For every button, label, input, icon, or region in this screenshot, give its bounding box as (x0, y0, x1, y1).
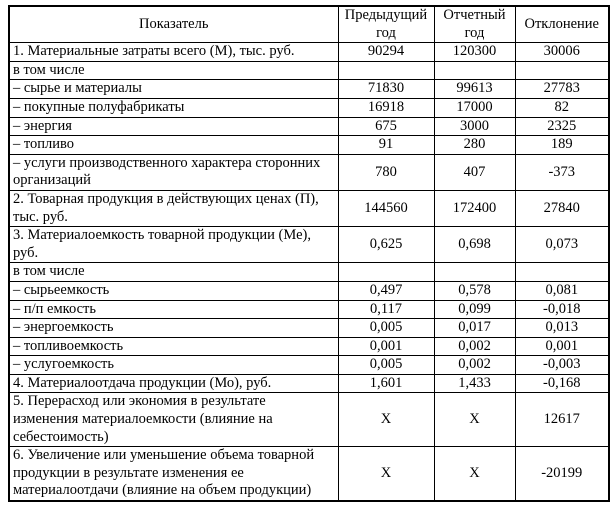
value-cell: 12617 (515, 393, 609, 447)
table-row (9, 447, 609, 501)
table-row (9, 61, 609, 80)
value-cell (338, 61, 434, 80)
value-cell: 0,117 (338, 300, 434, 319)
row-label-cell: 4. Материалоотдача продукции (Мо), руб. (9, 374, 338, 393)
indicators-table (8, 5, 610, 502)
column-header-reporting-year: Отчетный год (434, 6, 515, 43)
table-row (9, 117, 609, 136)
value-cell: 675 (338, 117, 434, 136)
row-label-cell: в том числе (9, 263, 338, 282)
table-row (9, 98, 609, 117)
table-row (9, 319, 609, 338)
value-cell: -0,018 (515, 300, 609, 319)
table-row (9, 263, 609, 282)
value-cell: 0,099 (434, 300, 515, 319)
table-header (9, 6, 609, 43)
value-cell: 120300 (434, 43, 515, 62)
value-cell: 144560 (338, 190, 434, 226)
value-cell (515, 61, 609, 80)
row-label-cell: – сырьеемкость (9, 281, 338, 300)
value-cell: 0,073 (515, 227, 609, 263)
row-label-cell: – услугоемкость (9, 356, 338, 375)
value-cell: 0,002 (434, 356, 515, 375)
header-row (9, 6, 609, 43)
value-cell: 30006 (515, 43, 609, 62)
row-label-cell: – сырье и материалы (9, 80, 338, 99)
row-label-cell: – энергоемкость (9, 319, 338, 338)
value-cell: Х (434, 447, 515, 501)
value-cell: -0,003 (515, 356, 609, 375)
value-cell: 91 (338, 136, 434, 155)
row-label-cell: – топливоемкость (9, 337, 338, 356)
row-label-cell: 2. Товарная продукция в действующих ценах (П), тыс. руб. (9, 190, 338, 226)
column-header-previous-year: Предыдущий год (338, 6, 434, 43)
value-cell: 0,002 (434, 337, 515, 356)
table-row (9, 227, 609, 263)
value-cell: -0,168 (515, 374, 609, 393)
row-label-cell: 1. Материальные затраты всего (М), тыс. руб. (9, 43, 338, 62)
value-cell: 0,625 (338, 227, 434, 263)
value-cell: 0,017 (434, 319, 515, 338)
value-cell: 82 (515, 98, 609, 117)
table-body (9, 43, 609, 501)
value-cell: Х (338, 447, 434, 501)
value-cell: 280 (434, 136, 515, 155)
value-cell: 0,698 (434, 227, 515, 263)
value-cell: 0,013 (515, 319, 609, 338)
table-row (9, 374, 609, 393)
value-cell: 0,001 (338, 337, 434, 356)
value-cell: 17000 (434, 98, 515, 117)
row-label-cell: – энергия (9, 117, 338, 136)
row-label-cell: в том числе (9, 61, 338, 80)
value-cell: 0,578 (434, 281, 515, 300)
value-cell (434, 61, 515, 80)
value-cell: 0,001 (515, 337, 609, 356)
table-row (9, 190, 609, 226)
row-label-cell: – покупные полуфабрикаты (9, 98, 338, 117)
value-cell: 90294 (338, 43, 434, 62)
table-row (9, 136, 609, 155)
value-cell: 99613 (434, 80, 515, 99)
row-label-cell: 6. Увеличение или уменьшение объема товарной продукции в результате изменения ее материалоотдачи (влияние на объем продукции) (9, 447, 338, 501)
value-cell: Х (338, 393, 434, 447)
table-row (9, 356, 609, 375)
table-row (9, 43, 609, 62)
value-cell: 0,005 (338, 319, 434, 338)
value-cell: 0,081 (515, 281, 609, 300)
table-row (9, 154, 609, 190)
value-cell: 1,601 (338, 374, 434, 393)
row-label-cell: 5. Перерасход или экономия в результате изменения материалоемкости (влияние на себестоимость) (9, 393, 338, 447)
value-cell: 27783 (515, 80, 609, 99)
value-cell: -373 (515, 154, 609, 190)
column-header-indicator: Показатель (9, 6, 338, 43)
row-label-cell: – топливо (9, 136, 338, 155)
value-cell (338, 263, 434, 282)
value-cell: 16918 (338, 98, 434, 117)
value-cell (434, 263, 515, 282)
indicators-table-container (8, 5, 608, 502)
table-row (9, 281, 609, 300)
value-cell: 71830 (338, 80, 434, 99)
value-cell: 172400 (434, 190, 515, 226)
value-cell: 1,433 (434, 374, 515, 393)
value-cell: 27840 (515, 190, 609, 226)
table-row (9, 80, 609, 99)
value-cell: 0,497 (338, 281, 434, 300)
value-cell: -20199 (515, 447, 609, 501)
table-row (9, 393, 609, 447)
value-cell: 0,005 (338, 356, 434, 375)
value-cell (515, 263, 609, 282)
value-cell: 407 (434, 154, 515, 190)
row-label-cell: – п/п емкость (9, 300, 338, 319)
value-cell: Х (434, 393, 515, 447)
value-cell: 2325 (515, 117, 609, 136)
column-header-deviation: Отклонение (515, 6, 609, 43)
row-label-cell: – услуги производственного характера сторонних организаций (9, 154, 338, 190)
table-row (9, 300, 609, 319)
row-label-cell: 3. Материалоемкость товарной продукции (Ме), руб. (9, 227, 338, 263)
table-row (9, 337, 609, 356)
value-cell: 780 (338, 154, 434, 190)
value-cell: 3000 (434, 117, 515, 136)
value-cell: 189 (515, 136, 609, 155)
